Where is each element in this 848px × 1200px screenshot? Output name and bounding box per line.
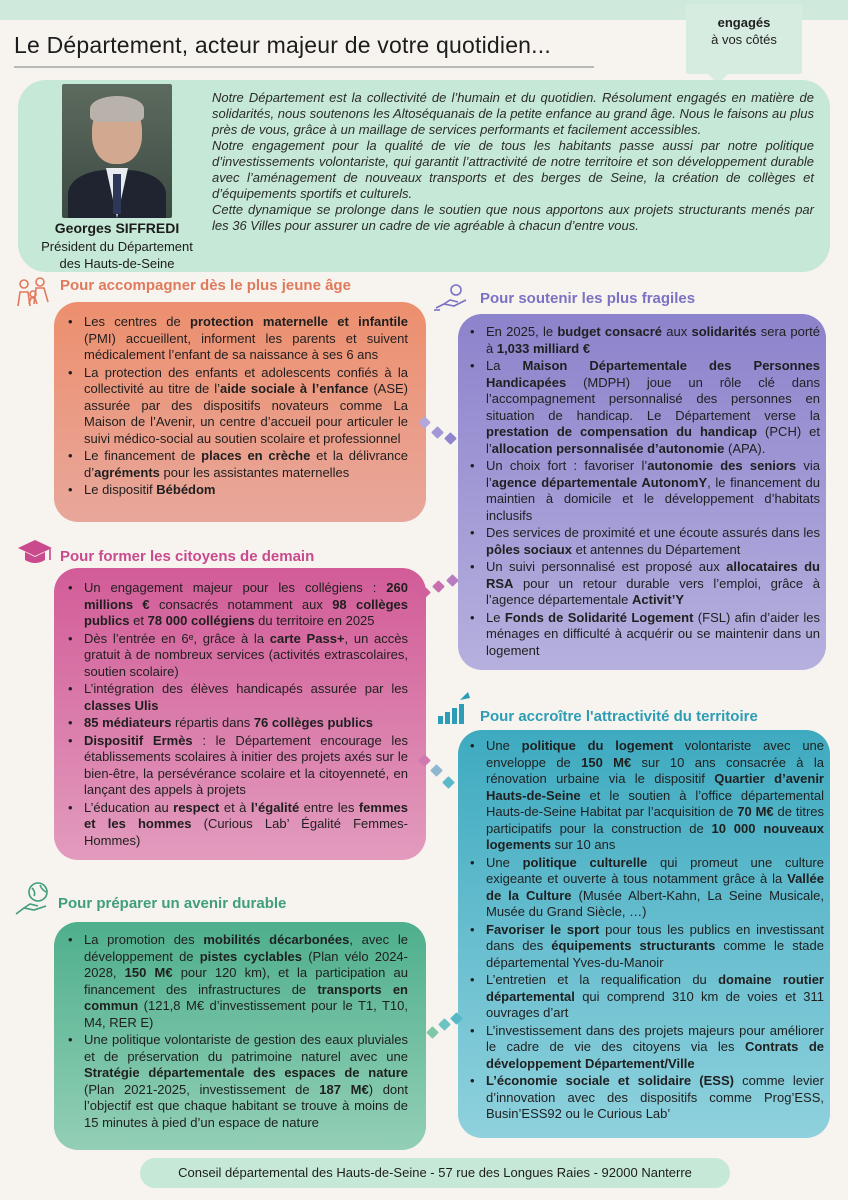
emphasis-text: places en crèche <box>201 448 311 463</box>
list-item <box>64 482 408 499</box>
emphasis-text: Stratégie départementale des espaces de nature <box>84 1065 408 1080</box>
card-enfance <box>54 302 426 522</box>
item-text: (APA). <box>724 440 766 456</box>
item-text: (PMI) accueillent, informent les parents et suivent médicalement l’enfant de sa naissance à ses 6 ans <box>84 330 408 362</box>
emphasis-text: allocation personnalisée d’autonomie <box>491 440 725 456</box>
emphasis-text: 98 collèges publics <box>84 596 408 628</box>
item-text: et la délivrance d’ <box>84 448 408 480</box>
emphasis-text: 187 M€ <box>319 1081 369 1097</box>
emphasis-text: 78 000 collégiens <box>147 613 255 628</box>
emphasis-text: 10 000 nouveaux logements <box>486 820 824 852</box>
list-item <box>64 932 408 1031</box>
list-item <box>64 715 408 732</box>
footer-address: Conseil départemental des Hauts-de-Seine - 57 rue des Longues Raies - 92000 Nanterre <box>140 1158 730 1188</box>
item-text: , le financement du maintien à domicile et le développement d’habitats inclusifs <box>486 474 820 523</box>
item-text: pour tous les publics en investissant dans des <box>486 921 824 953</box>
emphasis-text: allocataires du RSA <box>486 559 820 591</box>
item-text: Un suivi personnalisé est proposé aux <box>486 559 727 574</box>
item-text: du territoire en 2025 <box>254 613 375 628</box>
emphasis-text: transports en commun <box>84 981 408 1013</box>
emphasis-text: classes Ulis <box>84 697 159 713</box>
item-text: qui promeut une culture exigeante et ouverte à tous notamment grâce à la <box>486 854 824 886</box>
list-item <box>64 314 408 364</box>
card-fragiles <box>458 314 826 670</box>
item-text: ) dont l’objectif est que chaque habitant se trouve à moins de 15 minutes à pied d’un espace de nature <box>84 1081 408 1130</box>
badge-text: à vos côtés <box>711 32 777 47</box>
intro-paragraph-3: Cette dynamique se prolonge dans le soutien que nous apportons aux projets structurants menés par les 36 Villes pour assurer un cadre de vie agréable à chacun d’entre vous. <box>212 202 814 233</box>
list-item <box>466 1023 824 1073</box>
emphasis-text: carte Pass+ <box>269 630 345 646</box>
emphasis-text: pistes cyclables <box>199 948 303 964</box>
emphasis-text: pôles sociaux <box>486 541 572 557</box>
item-text: En 2025, le <box>486 324 558 339</box>
item-text: et le soutien à l’office départemental Hauts-de-Seine Habitat par l’acquisition de <box>486 787 824 819</box>
item-text: La <box>486 358 523 373</box>
item-text: Un engagement majeur pour les collégiens : <box>84 580 387 595</box>
intro-paragraph-1: Notre Département est la collectivité de l’humain et du quotidien. Résolument engagés en matière de solidarités, nous soutenons les Altoséquanais de la petite enfance au grand âge. Nous le faisons au plus près de vous, grâce à un maillage de services performants et facilement accessibles. <box>212 90 814 137</box>
role-line-2: des Hauts-de-Seine <box>59 256 175 271</box>
item-text: et antennes du Département <box>571 541 741 557</box>
item-text: Dès l’entrée en 6ᵉ, grâce à la <box>84 630 270 646</box>
list-fragiles <box>466 324 820 659</box>
page-title: Le Département, acteur majeur de votre quotidien... <box>14 32 551 58</box>
list-item <box>466 738 824 854</box>
emphasis-text: Favoriser le sport <box>486 921 600 937</box>
list-item <box>64 800 408 850</box>
item-text: L’intégration des élèves handicapés assurée par les <box>84 681 408 696</box>
item-text: , avec le développement de <box>84 932 408 964</box>
emphasis-text: Maison Départementale des Personnes Handicapées <box>486 358 820 390</box>
family-icon <box>14 276 54 312</box>
section-title-enfance: Pour accompagner dès le plus jeune âge <box>60 277 351 294</box>
emphasis-text: 85 médiateurs <box>84 715 172 730</box>
item-text: L’entretien et la requalification du <box>486 972 719 987</box>
item-text: qui comprend 310 km de voies et 311 ouvrages d’art <box>486 988 824 1020</box>
item-text: aux <box>662 324 692 339</box>
section-title-fragiles: Pour soutenir les plus fragiles <box>480 290 696 307</box>
emphasis-text: Contrats de développement Département/Ville <box>486 1039 825 1071</box>
president-portrait <box>62 84 172 218</box>
list-item <box>466 855 824 921</box>
emphasis-text: mobilités décarbonées <box>203 932 350 947</box>
emphasis-text: agence départementale AutonomY <box>491 474 708 490</box>
emphasis-text: 150 M€ <box>124 965 173 980</box>
list-item <box>64 365 408 448</box>
item-text: : le Département encourage les établissements scolaires à initier des projets axés sur le bien-être, la persévérance scolaire et la citoyenneté, en lançant des appels à projets <box>84 732 408 797</box>
emphasis-text: 150 M€ <box>581 754 632 770</box>
emphasis-text: Fonds de Solidarité Logement <box>504 609 694 625</box>
item-text: et à <box>219 799 251 815</box>
item-text: via l’ <box>486 458 820 490</box>
item-text: Le dispositif <box>84 482 157 497</box>
list-item <box>64 1032 408 1131</box>
item-text: et <box>129 613 148 628</box>
emphasis-text: 76 collèges publics <box>253 715 374 730</box>
list-citoyens <box>64 580 408 849</box>
emphasis-text: protection maternelle et infantile <box>190 314 408 329</box>
emphasis-text: solidarités <box>691 324 757 339</box>
item-text: répartis dans <box>171 715 254 730</box>
emphasis-text: Vallée de la Culture <box>486 871 824 903</box>
emphasis-text: domaine routier départemental <box>486 972 824 1004</box>
item-text: pour 120 km), et la participation au financement des infrastructures de <box>84 965 408 997</box>
president-role <box>26 238 208 272</box>
earth-hand-icon <box>14 880 54 920</box>
emphasis-text: Bébédom <box>156 482 216 497</box>
card-durable <box>54 922 426 1150</box>
item-text: (PCH) et l’ <box>486 424 820 456</box>
item-text: Une politique volontariste de gestion des eaux pluviales et de préservation du patrimoine naturel avec une <box>84 1032 408 1064</box>
helping-hand-icon <box>432 282 472 312</box>
item-text: (Plan vélo 2024-2028, <box>84 948 408 980</box>
emphasis-text: équipements structurants <box>551 938 716 953</box>
section-title-citoyens: Pour former les citoyens de demain <box>60 548 315 565</box>
emphasis-text: 260 millions € <box>84 580 408 612</box>
item-text: sur 10 ans consacrée à la rénovation urbaine via le dispositif <box>486 754 824 786</box>
item-text: (Plan 2021-2025, investissement de <box>84 1081 320 1097</box>
emphasis-text: Quartier d’avenir Hauts-de-Seine <box>486 771 824 803</box>
emphasis-text: Activit’Y <box>632 592 685 607</box>
emphasis-text: autonomie des seniors <box>647 458 797 473</box>
engagement-badge <box>686 4 802 74</box>
item-text: Un choix fort : favoriser l’ <box>486 458 648 473</box>
president-name: Georges SIFFREDI <box>54 220 180 236</box>
item-text: Le <box>486 609 505 625</box>
item-text: La promotion des <box>84 932 204 947</box>
list-item <box>466 1073 824 1123</box>
list-attractivite <box>466 738 824 1123</box>
emphasis-text: politique culturelle <box>522 854 648 870</box>
list-item <box>64 580 408 630</box>
item-text: pour un retour durable vers l’emploi, grâce à l’agence départementale <box>486 575 820 607</box>
item-text: comme le stade départemental Yves-du-Manoir <box>486 938 824 970</box>
list-item <box>64 631 408 681</box>
item-text: Une <box>486 738 522 753</box>
role-line-1: Président du Département <box>41 239 193 254</box>
item-text: (FSL) afin d’aider les ménages en difficulté à acquérir ou se maintenir dans un logement <box>486 609 820 658</box>
item-text: sera porté à <box>486 324 820 356</box>
list-enfance <box>64 314 408 499</box>
title-underline <box>14 66 594 68</box>
emphasis-text: aide sociale à l’enfance <box>219 381 369 396</box>
item-text: , un accès gratuit à de nombreux services (activités extrascolaires, soutien scolaire) <box>84 630 408 679</box>
list-item <box>64 733 408 799</box>
item-text: (Musée Albert-Kahn, La Seine Musicale, Musée du Grand Siècle, …) <box>486 887 824 919</box>
item-text: pour les assistantes maternelles <box>159 464 350 480</box>
item-text: entre les <box>299 799 359 815</box>
item-text: de titres participatifs pour la construction de <box>486 804 825 836</box>
item-text: La protection des enfants et adolescents confiés à la collectivité au titre de l’ <box>84 364 408 396</box>
emphasis-text: 1,033 milliard € <box>496 340 591 356</box>
item-text: (MDPH) joue un rôle clé dans l’accompagnement personnalisé des personnes en situation de handicap. Le Département verse la <box>486 374 820 423</box>
emphasis-text: budget consacré <box>557 324 663 339</box>
badge-bold-text: engagés <box>717 15 771 30</box>
list-item <box>466 559 820 609</box>
item-text: (Curious Lab’ Égalité Femmes-Hommes) <box>84 816 408 848</box>
item-text: consacrés notamment aux <box>149 596 333 612</box>
item-text: Les centres de <box>84 314 191 329</box>
card-attractivite <box>458 730 830 1138</box>
graduation-cap-icon <box>16 538 54 566</box>
item-text: Une <box>486 854 523 870</box>
list-item <box>466 922 824 972</box>
emphasis-text: agréments <box>94 464 160 480</box>
growth-chart-icon <box>434 690 474 726</box>
item-text: (ASE) assurée par des dispositifs novateurs comme La Maison de l’Avenir, un centre d’accueil pour articuler le suivi médico-social au soutien scolaire et professionnel <box>84 381 408 446</box>
list-item <box>466 610 820 660</box>
list-item <box>64 448 408 481</box>
card-citoyens <box>54 568 426 860</box>
section-title-durable: Pour préparer un avenir durable <box>58 895 287 912</box>
list-item <box>466 458 820 524</box>
emphasis-text: politique du logement <box>521 738 674 753</box>
item-text: Le financement de <box>84 448 202 463</box>
item-text: L’investissement dans des projets majeurs pour améliorer le cadre de vie des citoyens via les <box>486 1022 824 1054</box>
emphasis-text: femmes et les hommes <box>84 799 408 831</box>
emphasis-text: prestation de compensation du handicap <box>486 424 758 439</box>
intro-paragraph-2: Notre engagement pour la qualité de vie de tous les habitants passe aussi par notre politique d’investissements volontariste, qui garantit l’attractivité de notre territoire et son développement durable avec l’aménagement de nouveaux transports et des berges de Seine, la création de collèges et d’équipements sportifs et culturels. <box>212 138 814 201</box>
emphasis-text: L’économie sociale et solidaire (ESS) <box>486 1073 734 1088</box>
list-item <box>466 358 820 457</box>
list-item <box>466 972 824 1022</box>
list-item <box>64 681 408 714</box>
emphasis-text: 70 M€ <box>737 804 774 819</box>
list-item <box>466 525 820 558</box>
intro-editorial <box>212 90 814 234</box>
emphasis-text: l’égalité <box>250 799 300 815</box>
item-text: L’éducation au <box>84 799 174 815</box>
list-item <box>466 324 820 357</box>
item-text: comme levier d’innovation avec des dispositifs comme Prog’ESS, Busin’ESS92 ou le Curious Lab’ <box>486 1073 824 1121</box>
item-text: Des services de proximité et une écoute assurés dans les <box>486 525 820 540</box>
section-title-attractivite: Pour accroître l'attractivité du territoire <box>480 708 758 725</box>
item-text: sur 10 ans <box>551 837 616 852</box>
list-durable <box>64 932 408 1131</box>
item-text: volontariste avec une enveloppe de <box>486 738 825 770</box>
item-text: (121,8 M€ d’investissement pour le T1, T10, M4, RER E) <box>84 998 408 1030</box>
emphasis-text: respect <box>173 799 220 815</box>
emphasis-text: Dispositif Ermès <box>84 732 193 748</box>
